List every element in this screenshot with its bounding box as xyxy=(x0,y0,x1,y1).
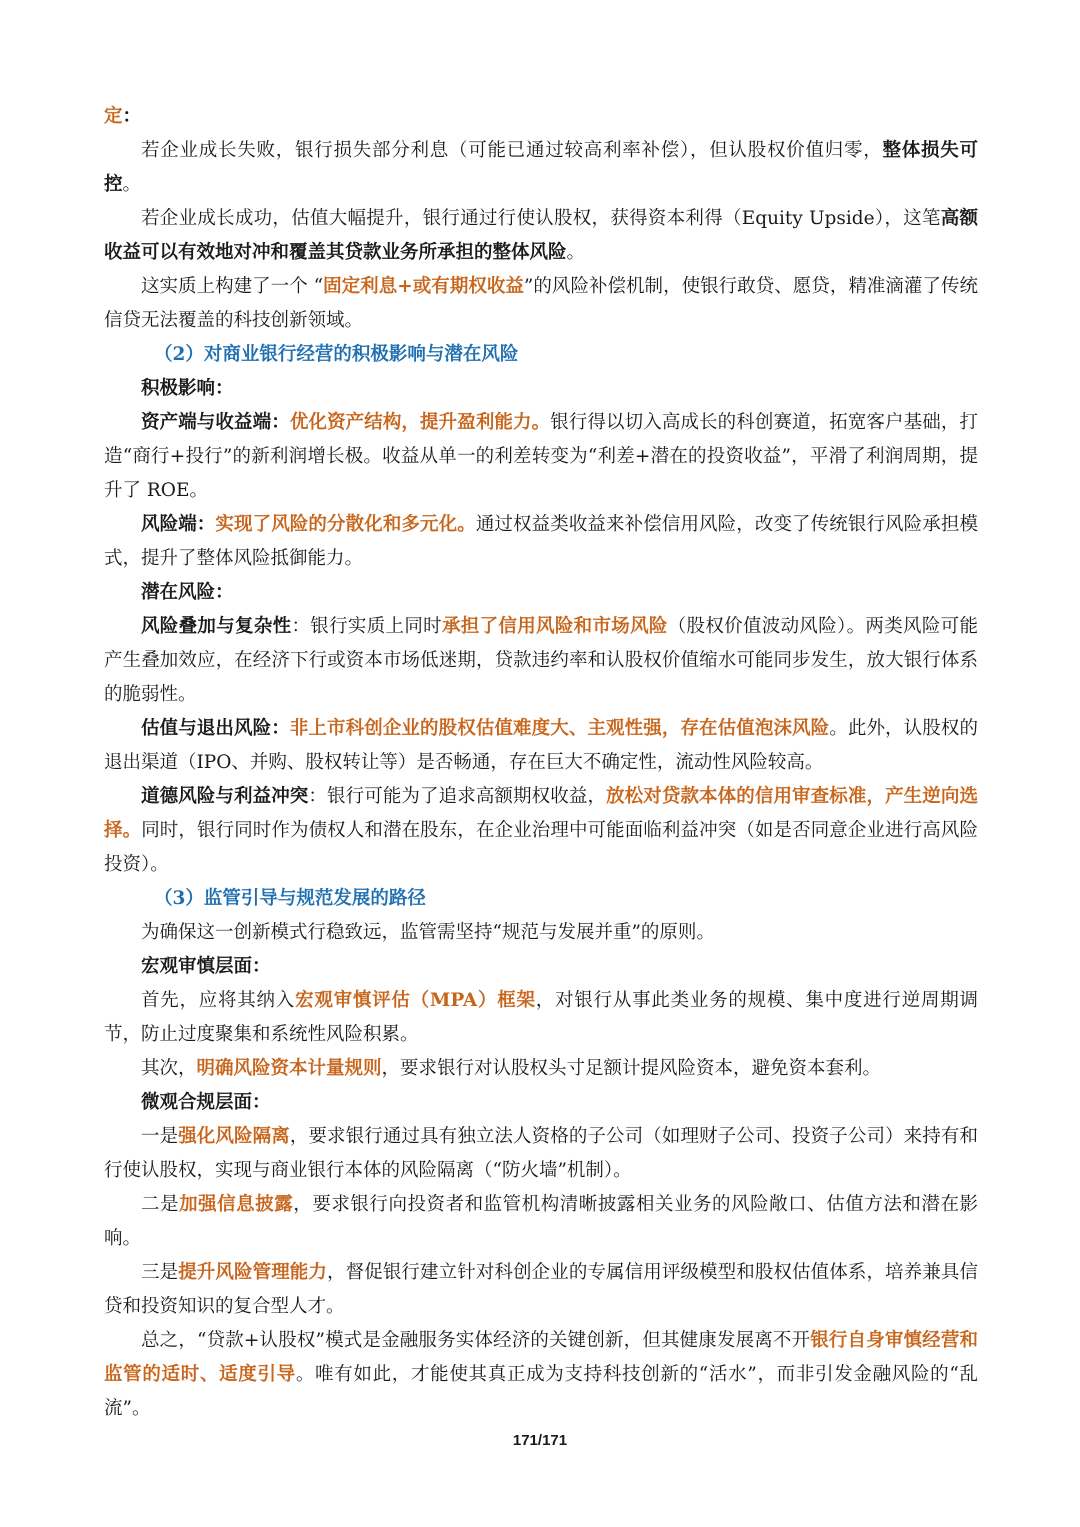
paragraph xyxy=(104,576,978,610)
paragraph xyxy=(104,406,978,508)
highlighted-text: 优化资产结构，提升盈利能力。 xyxy=(289,412,551,433)
text-run: （3）监管引导与规范发展的路径 xyxy=(154,888,426,909)
highlighted-text: 承担了信用风险和市场风险 xyxy=(442,616,668,637)
page-number: 171/171 xyxy=(512,1432,568,1449)
highlighted-text: 提升风险管理能力 xyxy=(178,1262,328,1283)
bold-text: ： xyxy=(122,106,142,127)
highlighted-text: 宏观审慎评估（MPA）框架 xyxy=(295,990,536,1011)
paragraph xyxy=(104,372,978,406)
highlighted-text: 加强信息披露 xyxy=(179,1194,294,1215)
bold-text: 高额收益可以有效地对冲和覆盖其贷款业务所承担的整体风险 xyxy=(104,208,978,263)
highlighted-text: 放松对贷款本体的信用审查标准，产生逆向选择。 xyxy=(104,786,978,841)
bold-text: 潜在风险： xyxy=(141,582,234,603)
paragraph xyxy=(104,1324,978,1426)
text-run: ，要求银行对认股权头寸足额计提风险资本，避免资本套利。 xyxy=(381,1058,882,1079)
paragraph xyxy=(104,100,978,134)
bold-text: 道德风险与利益冲突 xyxy=(141,786,309,807)
bold-text: 积极影响： xyxy=(141,378,234,399)
paragraph xyxy=(104,950,978,984)
section-heading xyxy=(104,882,978,916)
text-run: ：银行可能为了追求高额期权收益， xyxy=(308,786,607,807)
section-heading xyxy=(104,338,978,372)
text-run: （股权价值波动风险）。两类风险可能产生叠加效应，在经济下行或资本市场低迷期，贷款违约率和认股权价值缩水可能同步发生，放大银行体系的脆弱性。 xyxy=(104,616,978,705)
text-run: ，督促银行建立针对科创企业的专属信用评级模型和股权估值体系，培养兼具信贷和投资知识的复合型人才。 xyxy=(104,1262,978,1317)
bold-text: 风险端： xyxy=(141,514,216,535)
bold-text: 整体损失可控 xyxy=(104,140,978,195)
paragraph xyxy=(104,508,978,576)
paragraph xyxy=(104,712,978,780)
paragraph xyxy=(104,202,978,270)
text-run: （2）对商业银行经营的积极影响与潜在风险 xyxy=(154,344,519,365)
text-run: 首先，应将其纳入 xyxy=(141,990,296,1011)
text-run: 通过权益类收益来补偿信用风险，改变了传统银行风险承担模式，提升了整体风险抵御能力。 xyxy=(104,514,978,569)
bold-text: 微观合规层面： xyxy=(141,1092,271,1113)
highlighted-text: 实现了风险的分散化和多元化。 xyxy=(215,514,476,535)
highlighted-text: 固定利息+或有期权收益 xyxy=(323,276,524,297)
paragraph xyxy=(104,610,978,712)
bold-text: 风险叠加与复杂性 xyxy=(141,616,292,637)
text-run: ”的风险补偿机制，使银行敢贷、愿贷，精准滴灌了传统信贷无法覆盖的科技创新领域。 xyxy=(104,276,978,331)
text-run: 同时，银行同时作为债权人和潜在股东，在企业治理中可能面临利益冲突（如是否同意企业进行高风险投资）。 xyxy=(104,820,978,875)
text-run: 银行得以切入高成长的科创赛道，拓宽客户基础，打造“商行+投行”的新利润增长极。收益从单一的利差转变为“利差+潜在的投资收益”，平滑了利润周期，提升了 ROE。 xyxy=(104,412,978,501)
paragraph xyxy=(104,1120,978,1188)
highlighted-text: 银行自身审慎经营和监管的适时、适度引导 xyxy=(104,1330,978,1385)
text-run: 。唯有如此，才能使其真正成为支持科技创新的“活水”，而非引发金融风险的“乱流”。 xyxy=(104,1364,978,1419)
text-run: 。 xyxy=(566,242,586,263)
bold-text: 宏观审慎层面： xyxy=(141,956,271,977)
paragraph xyxy=(104,780,978,882)
text-run: 为确保这一创新模式行稳致远，监管需坚持“规范与发展并重”的原则。 xyxy=(141,922,715,943)
paragraph xyxy=(104,1086,978,1120)
text-run: 三是 xyxy=(141,1262,179,1283)
highlighted-text: 非上市科创企业的股权估值难度大、主观性强，存在估值泡沫风险 xyxy=(289,718,830,739)
paragraph xyxy=(104,1052,978,1086)
paragraph xyxy=(104,1256,978,1324)
text-run: ：银行实质上同时 xyxy=(291,616,442,637)
text-run: 。此外，认股权的退出渠道（IPO、并购、股权转让等）是否畅通，存在巨大不确定性，流动性风险较高。 xyxy=(104,718,978,773)
highlighted-text: 强化风险隔离 xyxy=(178,1126,290,1147)
text-run: 这实质上构建了一个 “ xyxy=(141,276,324,297)
paragraph xyxy=(104,134,978,202)
text-run: ，要求银行向投资者和监管机构清晰披露相关业务的风险敞口、估值方法和潜在影响。 xyxy=(104,1194,978,1249)
paragraph xyxy=(104,270,978,338)
paragraph xyxy=(104,984,978,1052)
text-run: 一是 xyxy=(141,1126,179,1147)
body-text xyxy=(104,100,978,1426)
text-run: ，要求银行通过具有独立法人资格的子公司（如理财子公司、投资子公司）来持有和行使认股权，实现与商业银行本体的风险隔离（“防火墙”机制）。 xyxy=(104,1126,978,1181)
text-run: 总之，“贷款+认股权”模式是金融服务实体经济的关键创新，但其健康发展离不开 xyxy=(141,1330,811,1351)
highlighted-text: 明确风险资本计量规则 xyxy=(196,1058,382,1079)
text-run: 若企业成长成功，估值大幅提升，银行通过行使认股权，获得资本利得（Equity Upside），这笔 xyxy=(141,208,941,229)
bold-text: 资产端与收益端： xyxy=(141,412,290,433)
paragraph xyxy=(104,916,978,950)
text-run: ，对银行从事此类业务的规模、集中度进行逆周期调节，防止过度聚集和系统性风险积累。 xyxy=(104,990,978,1045)
text-run: 。 xyxy=(122,174,142,195)
paragraph xyxy=(104,1188,978,1256)
highlighted-text: 定 xyxy=(104,106,123,127)
bold-text: 估值与退出风险： xyxy=(141,718,290,739)
text-run: 若企业成长失败，银行损失部分利息（可能已通过较高利率补偿），但认股权价值归零， xyxy=(141,140,883,161)
text-run: 其次， xyxy=(141,1058,197,1079)
text-run: 二是 xyxy=(141,1194,180,1215)
